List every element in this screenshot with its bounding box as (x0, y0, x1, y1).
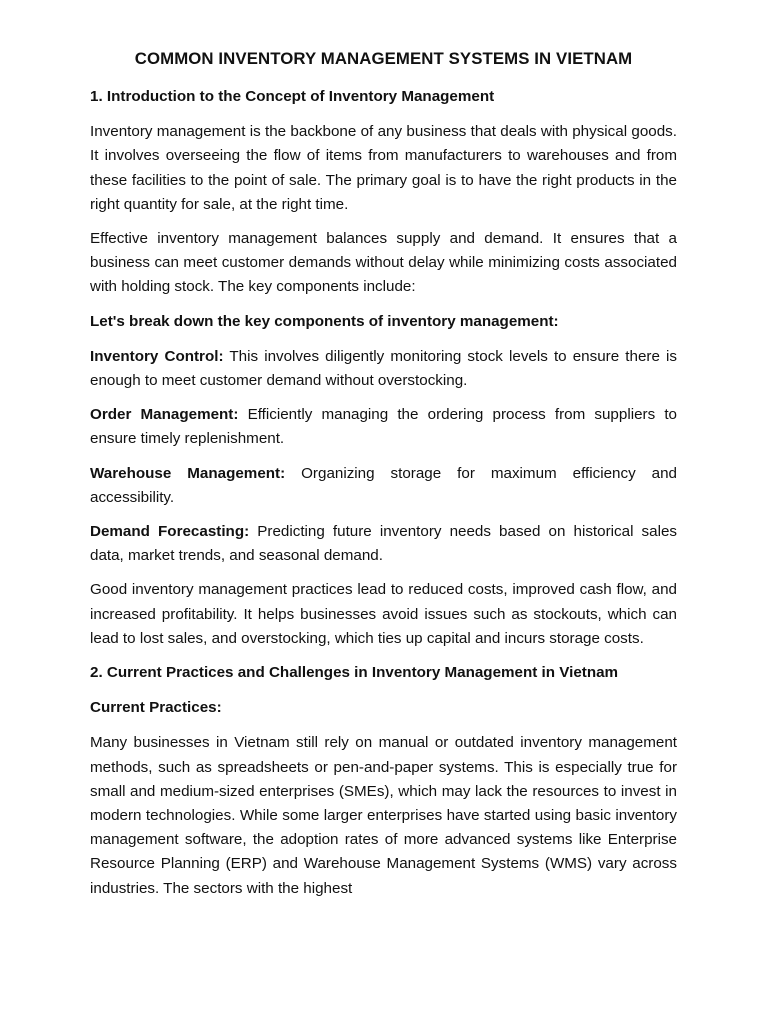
component-label: Demand Forecasting: (90, 523, 250, 541)
component-warehouse-management (90, 462, 677, 510)
section-1-paragraph-3: Good inventory management practices lead to reduced costs, improved cash flow, and increased profitability. It helps businesses avoid issues such as stockouts, which can lead to lost sales, and overstocking, which ties up capital and incurs storage costs. (90, 581, 677, 647)
component-demand-forecasting (90, 520, 677, 568)
section-1-paragraph-1: Inventory management is the backbone of any business that deals with physical goods. It involves overseeing the flow of items from manufacturers to warehouses and from these facilities to the point of sale. The primary goal is to have the right products in the right quantity for sale, at the right time. (90, 123, 677, 213)
section-1-paragraph-2: Effective inventory management balances supply and demand. It ensures that a business can meet customer demands without delay while minimizing costs associated with holding stock. The key components include: (90, 230, 677, 296)
components-heading: Let's break down the key components of inventory management: (90, 312, 559, 330)
component-text: Organizing storage for maximum efficiency and accessibility. (90, 464, 677, 506)
component-text: Efficiently managing the ordering process from suppliers to ensure timely replenishment. (90, 406, 678, 448)
component-text: Predicting future inventory needs based on historical sales data, market trends, and seasonal demand. (90, 523, 678, 565)
component-label: Warehouse Management: (90, 464, 286, 482)
component-label: Order Management: (90, 406, 239, 424)
document-title: COMMON INVENTORY MANAGEMENT SYSTEMS IN VIETNAM (134, 49, 633, 68)
component-inventory-control (90, 345, 677, 393)
component-text: This involves diligently monitoring stock levels to ensure there is enough to meet customer demand without overstocking. (90, 347, 678, 390)
section-1-heading: 1. Introduction to the Concept of Inventory Management (90, 88, 495, 105)
section-2-heading: 2. Current Practices and Challenges in Inventory Management in Vietnam (90, 664, 619, 682)
section-2-paragraph-1: Many businesses in Vietnam still rely on manual or outdated inventory management methods, such as spreadsheets or pen-and-paper systems. This is especially true for small and medium-sized enterprises (SMEs), which may lack the resources to invest in modern technologies. While some larger enterprises have started using basic inventory management software, the adoption rates of more advanced systems like Enterprise Resource Planning (ERP) and Warehouse Management Systems (WMS) vary across industries. The sectors with the highest (90, 734, 677, 897)
document-page (90, 46, 677, 911)
component-label: Inventory Control: (90, 347, 224, 365)
component-order-management (90, 403, 677, 451)
current-practices-subheading: Current Practices: (90, 699, 222, 717)
